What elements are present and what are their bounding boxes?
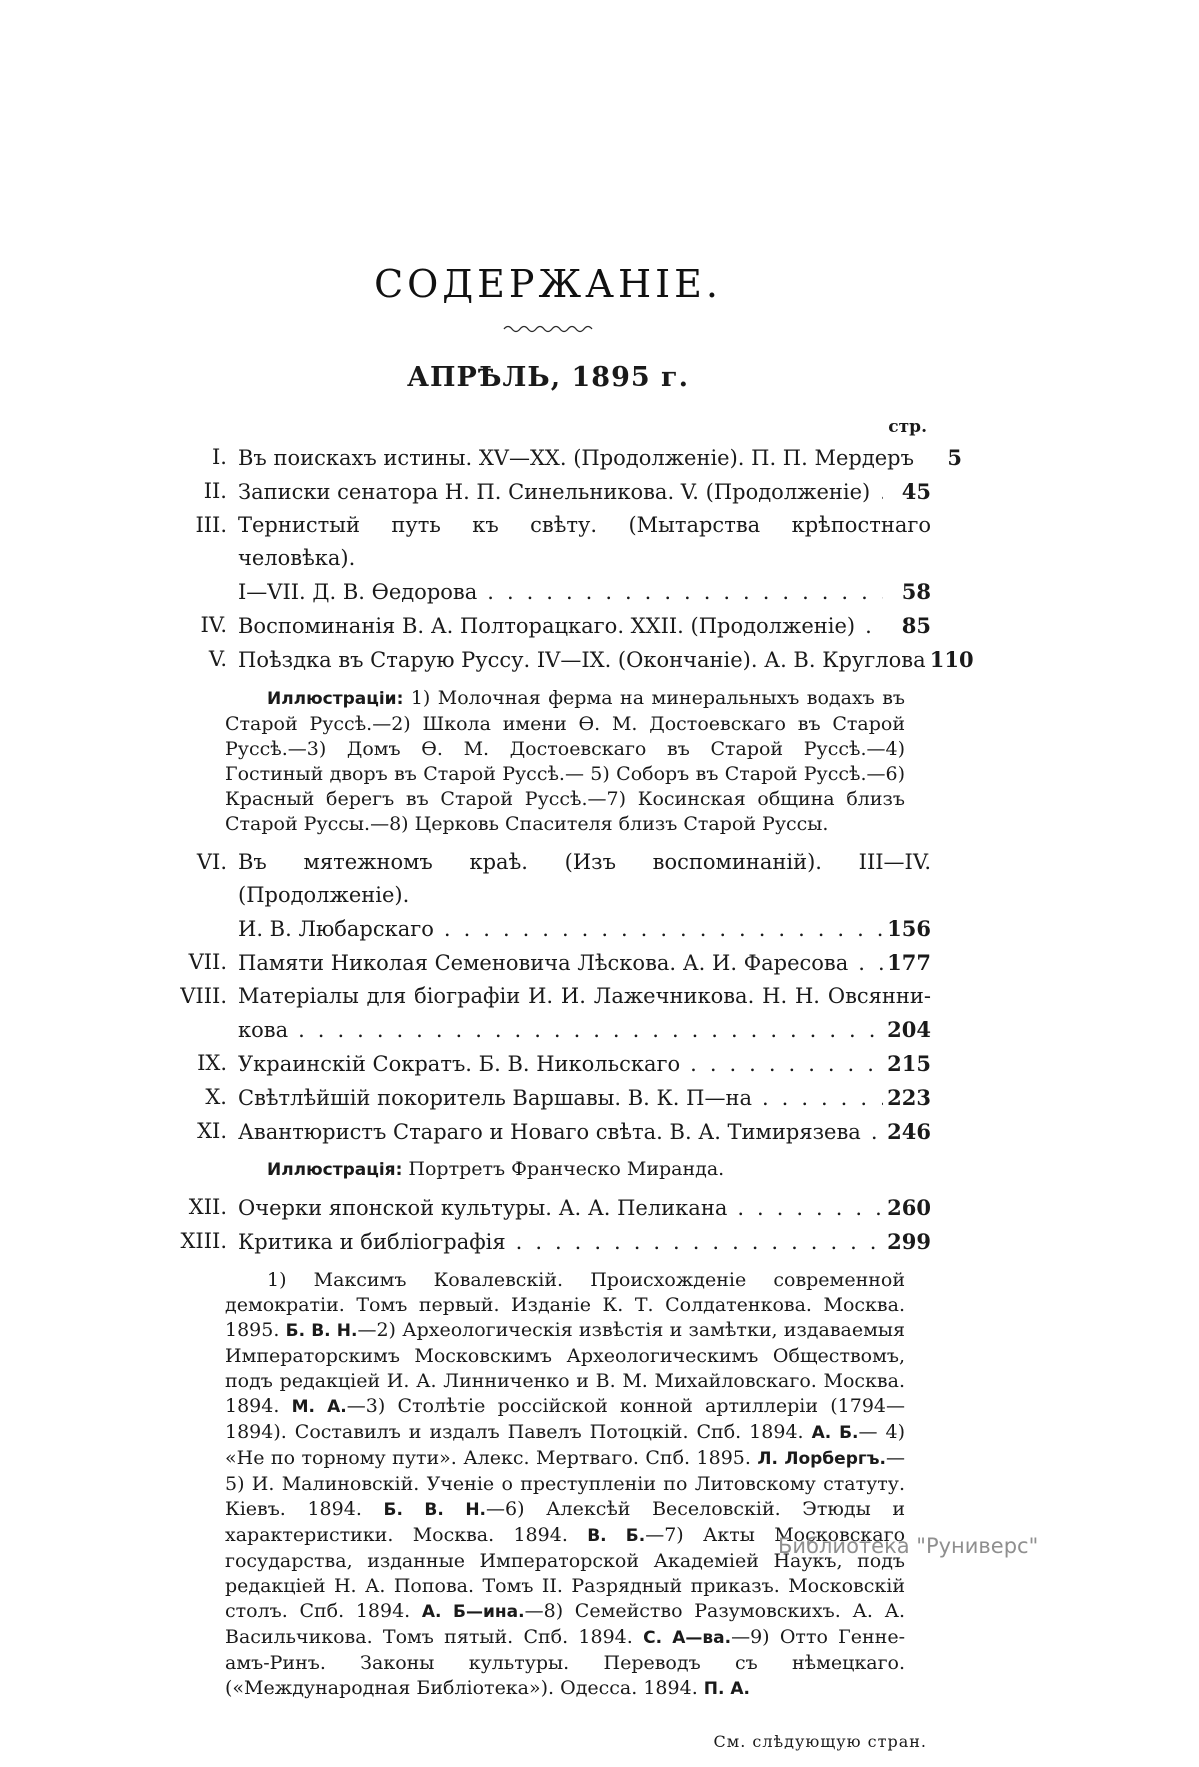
toc-entry-number: XII.	[188, 1195, 227, 1219]
toc-entry-line	[238, 575, 931, 609]
toc-entry-line	[238, 1081, 931, 1115]
toc-entry-body	[238, 946, 931, 980]
illustration-note-xi	[267, 1157, 931, 1183]
toc-entry-body	[238, 846, 931, 946]
watermark: Библиотека "Руниверс"	[778, 1534, 1039, 1558]
ornament-divider	[502, 322, 594, 334]
illustrations-note-label: Иллюстраціи:	[267, 689, 404, 709]
bibliography-reviewer-initials: П. А.	[703, 1679, 750, 1699]
toc-entry-body	[238, 1225, 931, 1259]
toc-entry-line	[238, 509, 931, 575]
bibliography-reviewer-initials: Б. В. Н.	[383, 1500, 486, 1520]
toc-entry-number: I.	[212, 445, 227, 469]
toc-entry-text: Памяти Николая Семеновича Лѣскова. А. И. Фаресова	[238, 951, 849, 975]
footer-note: См. слѣдующую стран.	[713, 1732, 927, 1751]
toc-entry-body	[238, 1115, 931, 1149]
illustrations-note	[225, 686, 905, 837]
bibliography-text: —7) Акты Московскаго государства, изданные Императорской Академіей Наукъ, подъ редакціей Н. А. Попова. Томъ II. Разрядный приказъ. Московскій столъ. Спб. 1894.	[225, 1524, 906, 1622]
toc-entry-line	[238, 846, 931, 912]
toc-entry-body	[238, 643, 974, 677]
toc-entry-text: Украинскій Сократъ. Б. В. Никольскаго	[238, 1052, 681, 1076]
bibliography-text: —3) Столѣтіе россійской конной артиллеріи (1794—1894). Составилъ и издалъ Павелъ Потоцкій. Спб. 1894.	[225, 1395, 905, 1443]
bibliography-reviewer-initials: Л. Лорбергъ.	[757, 1449, 886, 1469]
toc-entry-number: IX.	[197, 1051, 227, 1075]
toc-entry-body	[238, 609, 931, 643]
toc-entry-body	[238, 1081, 931, 1115]
page-title: СОДЕРЖАНІЕ.	[374, 262, 722, 306]
toc-leader-dots	[727, 1192, 883, 1225]
toc-entry-number: III.	[195, 513, 227, 537]
toc-entry-line	[238, 1047, 931, 1081]
toc-page-number: 260	[887, 1195, 931, 1220]
toc-entry-body	[238, 475, 931, 509]
bibliography-reviewer-initials: А. Б.	[811, 1423, 859, 1443]
bibliography-reviewer-initials: М. А.	[291, 1397, 347, 1417]
bibliography-text: —6) Алексѣй Веселовскій. Этюды и характеристики. Москва. 1894.	[225, 1498, 905, 1546]
toc-entry-line	[238, 980, 931, 1013]
toc-entry-line	[238, 1225, 931, 1259]
toc-entry	[165, 980, 931, 1047]
toc-entry-line	[238, 946, 931, 980]
toc-entry-line	[238, 1013, 931, 1047]
toc-entry	[165, 1047, 931, 1081]
toc-entry-number: II.	[203, 479, 227, 503]
toc-entry-number: XI.	[197, 1119, 227, 1143]
issue-heading: АПРѢЛЬ, 1895 г.	[406, 362, 689, 393]
bibliography-reviewer-initials: А. Б—ина.	[421, 1602, 525, 1622]
toc-leader-dots	[477, 576, 883, 609]
toc-leader-dots	[861, 1116, 883, 1149]
toc-entry-number: IV.	[200, 613, 227, 637]
bibliography-text: —9) Отто Генне-амъ-Ринъ. Законы культуры. Переводъ съ нѣмецкаго. («Международная Библіотека»). Одесса. 1894.	[225, 1626, 905, 1699]
toc-entry-line	[238, 1191, 931, 1225]
bibliography-text: —8) Семейство Разумовскихъ. А. А. Васильчикова. Томъ пятый. Спб. 1894.	[225, 1600, 906, 1648]
toc-entry-text: Поѣздка въ Старую Руссу. IV—IX. (Окончаніе). А. В. Круглова	[238, 648, 926, 672]
toc-entry-line	[238, 1115, 931, 1149]
toc-entry-body	[238, 509, 931, 609]
toc-leader-dots	[848, 947, 883, 980]
toc-page-number: 177	[887, 950, 931, 975]
toc-page-number: 58	[901, 579, 931, 604]
bibliography-reviewer-initials: С. А—ва.	[643, 1628, 732, 1648]
toc-entry-number: VI.	[196, 850, 227, 874]
toc-entry	[165, 609, 931, 643]
toc-entry	[165, 643, 974, 677]
toc-entry	[165, 1115, 931, 1149]
illustrations-note-text: 1) Молочная ферма на минеральныхъ водахъ въ Старой Руссѣ.—2) Школа имени Ѳ. М. Достоевскаго въ Старой Руссѣ.—3) Домъ Ѳ. М. Достоевскаго въ Старой Руссѣ.—4) Гостиный дворъ въ Старой Руссѣ.— 5) Соборъ въ Старой Руссѣ.—6) Красный берегъ въ Старой Руссѣ.—7) Косинская община близъ Старой Руссы.—8) Церковь Спасителя близъ Старой Руссы.	[225, 687, 905, 835]
toc-leader-dots	[870, 476, 883, 509]
illustration-note-xi-label: Иллюстрація:	[267, 1160, 403, 1180]
toc-entry-number: X.	[205, 1085, 227, 1109]
toc-entry	[165, 441, 962, 475]
toc-entry-number: XIII.	[180, 1229, 227, 1253]
toc-page-number: 156	[887, 916, 931, 941]
toc-leader-dots	[855, 610, 883, 643]
toc-page-number: 5	[947, 445, 962, 470]
bibliography-text: —2) Археологическія извѣстія и замѣтки, издаваемыя Императорскимъ Московскимъ Археологическимъ Обществомъ, подъ редакціей И. А. Линниченко и В. М. Михайловскаго. Москва. 1894.	[225, 1319, 905, 1417]
toc-entry-body	[238, 441, 962, 475]
toc-entry-number: VII.	[188, 950, 227, 974]
toc-entry-text: Авантюристъ Стараго и Новаго свѣта. В. А. Тимирязева	[238, 1120, 861, 1144]
toc-entry	[165, 946, 931, 980]
toc-entry-text: I—VII. Д. В. Ѳедорова	[238, 580, 478, 604]
toc-entry	[165, 1191, 931, 1225]
toc-entry-line	[238, 441, 962, 475]
toc-leader-dots	[752, 1082, 883, 1115]
toc-entry-text: Въ поискахъ истины. XV—XX. (Продолженіе). П. П. Мердеръ	[238, 446, 914, 470]
toc-entry	[165, 475, 931, 509]
toc-entry	[165, 846, 931, 946]
toc-entry-text: Свѣтлѣйшій покоритель Варшавы. В. К. П—на	[238, 1086, 752, 1110]
bibliography-note	[225, 1268, 905, 1702]
toc-entry-body	[238, 980, 931, 1047]
toc-entry-line	[238, 912, 931, 946]
toc-entry-text: Очерки японской культуры. А. А. Пеликана	[238, 1196, 728, 1220]
toc-entry-text: Критика и библіографія	[238, 1230, 506, 1254]
toc-page-number: 45	[901, 479, 931, 504]
toc-list	[165, 441, 974, 1702]
toc-entry-text: Въ мятежномъ краѣ. (Изъ воспоминаній). III—IV. (Продолженіе).	[238, 850, 931, 907]
page-column-header: стр.	[888, 417, 927, 437]
toc-page-number: 85	[901, 613, 931, 638]
toc-entry	[165, 1225, 931, 1259]
toc-page-number: 246	[887, 1119, 931, 1144]
illustration-note-xi-text: Портретъ Франческо Миранда.	[402, 1158, 725, 1180]
toc-page-number: 299	[887, 1229, 931, 1254]
bibliography-reviewer-initials: В. Б.	[587, 1526, 646, 1546]
toc-entry-text: Записки сенатора Н. П. Синельникова. V. (Продолженіе)	[238, 480, 871, 504]
toc-entry-body	[238, 1191, 931, 1225]
toc-entry-number: VIII.	[180, 984, 227, 1008]
toc-page-number: 215	[887, 1051, 931, 1076]
toc-entry-text: кова	[238, 1018, 289, 1042]
toc-entry-text: Матеріалы для біографіи И. И. Лажечникова. Н. Н. Овсянни-	[238, 984, 931, 1008]
bibliography-text: — 4) «Не по торному пути». Алекс. Мертваго. Спб. 1895.	[225, 1421, 906, 1469]
toc-entry-line	[238, 475, 931, 509]
toc-page-number: 110	[929, 647, 974, 672]
toc-entry-text: Воспоминанія В. А. Полторацкаго. XXII. (Продолженіе)	[238, 614, 856, 638]
bibliography-text: 1) Максимъ Ковалевскій. Происхожденіе современной демократіи. Томъ первый. Изданіе К. Т. Солдатенкова. Москва. 1895.	[225, 1269, 905, 1341]
toc-entry-text: Тернистый путь къ свѣту. (Мытарства крѣпостнаго человѣка).	[238, 513, 931, 570]
toc-entry-line	[238, 609, 931, 643]
toc-page-number: 223	[887, 1085, 931, 1110]
bibliography-reviewer-initials: Б. В. Н.	[285, 1321, 358, 1341]
toc-entry-body	[238, 1047, 931, 1081]
toc-leader-dots	[288, 1014, 883, 1047]
toc-leader-dots	[506, 1226, 883, 1259]
toc-entry-line	[238, 643, 974, 677]
toc-entry-text: И. В. Любарскаго	[238, 917, 434, 941]
toc-leader-dots	[434, 913, 883, 946]
toc-entry-number: V.	[208, 647, 227, 671]
bibliography-text: —5) И. Малиновскій. Ученіе о преступленіи по Литовскому статуту. Кіевъ. 1894.	[225, 1447, 905, 1520]
toc-entry	[165, 1081, 931, 1115]
toc-entry	[165, 509, 931, 609]
toc-page-number: 204	[887, 1017, 931, 1042]
toc-leader-dots	[680, 1048, 883, 1081]
